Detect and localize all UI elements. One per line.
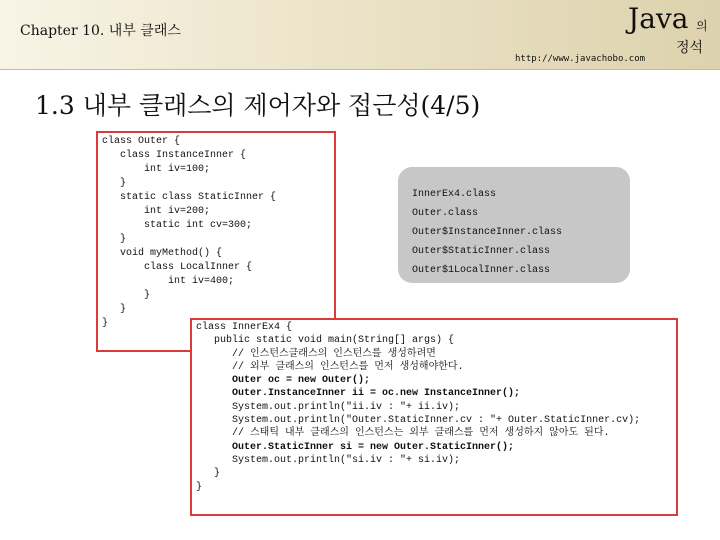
code-line: } [102,234,127,245]
brand-suffix-2: 정석 [676,40,704,56]
code-line: static class StaticInner { [102,192,277,203]
code-line: int iv=400; [102,276,235,287]
code-line: System.out.println("si.iv : "+ si.iv); [196,454,461,466]
code-line: class InnerEx4 { [196,322,293,333]
code-line: } [196,468,221,480]
code-line: public static void main(String[] args) { [196,335,455,347]
code-line: System.out.println("Outer.StaticInner.cv : "+ Outer.StaticInner.cv); [196,415,641,427]
code-line: class InstanceInner { [102,150,247,161]
class-files-list [412,185,562,280]
code-line: Outer.InstanceInner ii = oc.new InstanceInner(); [196,388,521,400]
code-line: Outer.StaticInner si = new Outer.StaticInner(); [196,441,515,453]
class-file-item: Outer$StaticInner.class [412,246,551,257]
code-line: int iv=200; [102,206,211,217]
code-line: // 스태틱 내부 클래스의 인스턴스는 외부 클래스를 먼저 생성하지 않아도 된다. [196,428,610,440]
header-band [0,0,720,70]
code-line: } [196,481,203,493]
code-line: } [102,304,127,315]
outer-class-code [102,135,276,331]
chapter-label: Chapter 10. 내부 클래스 [20,23,181,39]
code-line: } [102,290,151,301]
class-file-item: Outer.class [412,208,479,219]
main-class-code-box [190,318,678,516]
site-url: http://www.javachobo.com [515,54,646,64]
code-line: // 외부 클래스의 인스턴스를 먼저 생성해야한다. [196,361,464,373]
header-divider [0,69,720,70]
class-file-item: Outer$1LocalInner.class [412,265,551,276]
code-line: int iv=100; [102,164,211,175]
code-line: System.out.println("ii.iv : "+ ii.iv); [196,401,461,413]
code-line: } [102,318,109,329]
brand-suffix-1: 의 [696,19,708,33]
code-line: void myMethod() { [102,248,223,259]
class-file-item: InnerEx4.class [412,189,497,200]
code-line: static int cv=300; [102,220,253,231]
code-line: Outer oc = new Outer(); [196,375,371,387]
class-files-panel [398,167,630,283]
brand-logo: Java [628,2,689,35]
class-file-item: Outer$InstanceInner.class [412,227,563,238]
code-line: class LocalInner { [102,262,253,273]
slide-title: 1.3 내부 클래스의 제어자와 접근성(4/5) [35,91,481,120]
main-class-code [196,321,640,494]
code-line: // 인스턴스클래스의 인스턴스를 생성하려면 [196,348,436,360]
code-line: } [102,178,127,189]
code-line: class Outer { [102,136,181,147]
